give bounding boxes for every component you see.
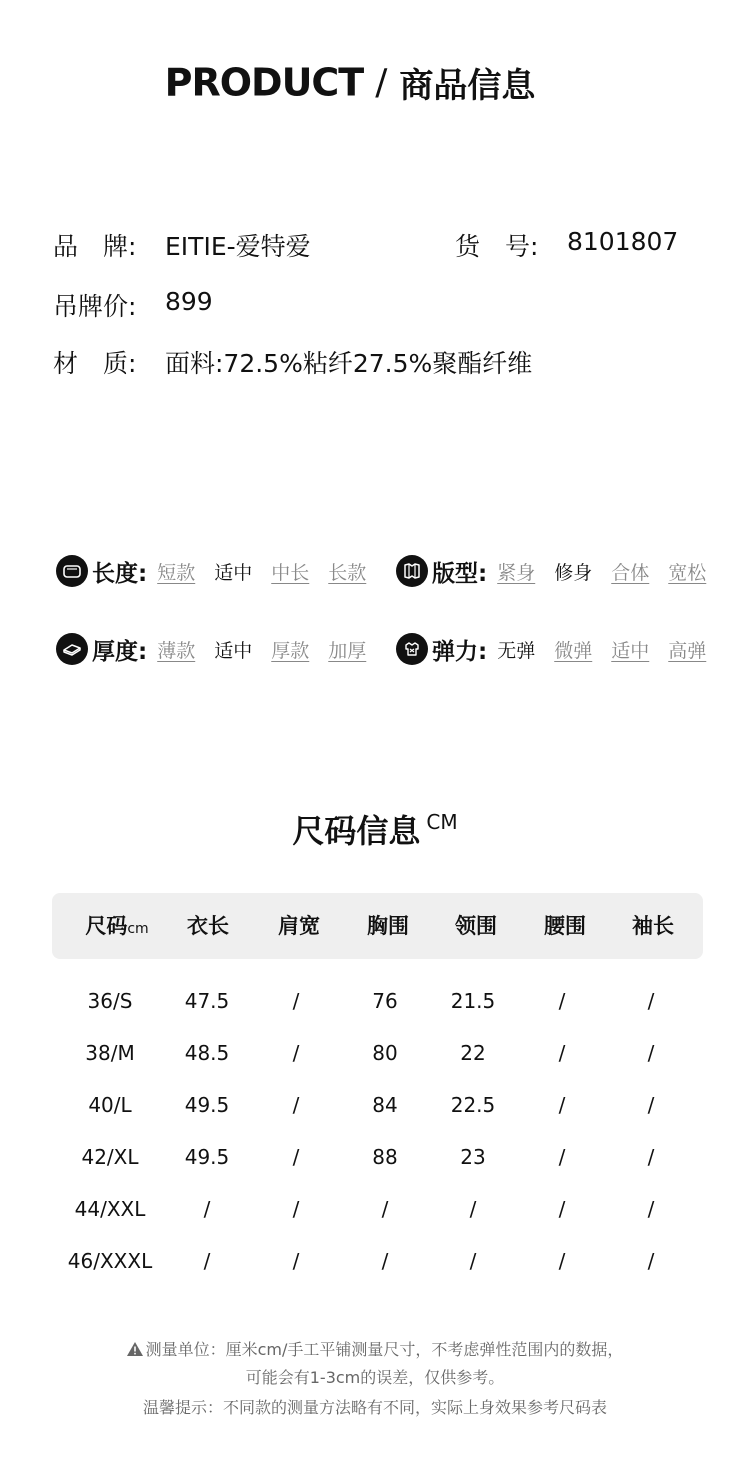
attribute-name: 弹力: [432,638,488,665]
option-0: 薄款 [157,639,196,662]
option-1: 适中 [214,639,253,662]
warning-icon [127,1342,143,1356]
option-0: 无弹 [497,639,536,662]
table-row [0,1189,750,1229]
table-cell: / [558,1041,566,1065]
material-row [53,344,653,380]
price-label: 吊牌价: [53,292,137,321]
attribute-length [56,554,385,588]
table-cell: / [558,1249,566,1273]
table-cell: / [647,1197,655,1221]
table-cell: / [292,1145,300,1169]
table-row [0,1137,750,1177]
header-chest: 胸围 [367,914,409,938]
note-line-2: 可能会有1-3cm的误差，仅供参考。 [245,1368,505,1387]
table-cell: / [381,1197,389,1221]
header-waist: 腰围 [544,914,586,938]
table-cell: 22.5 [450,1093,496,1117]
size-title-unit: CM [426,810,458,834]
table-cell: / [203,1197,211,1221]
table-row [0,1033,750,1073]
table-cell: / [292,1197,300,1221]
material-value: 面料:72.5%粘纤27.5%聚酯纤维 [165,349,533,378]
fit-icon [396,555,428,587]
title-en: PRODUCT [164,60,364,105]
table-cell: / [647,1041,655,1065]
header-size: 尺码cm [85,914,149,938]
table-cell: 38/M [85,1041,135,1065]
option-3: 长款 [328,561,367,584]
option-0: 短款 [157,561,196,584]
table-cell: / [647,1249,655,1273]
table-row [0,1085,750,1125]
table-cell: / [469,1249,477,1273]
option-3: 加厚 [328,639,367,662]
thickness-icon [56,633,88,665]
brand-row [53,227,433,263]
table-cell: 21.5 [450,989,496,1013]
attribute-name: 长度: [92,560,148,587]
elasticity-icon [396,633,428,665]
header-collar: 领围 [455,914,497,938]
table-row [0,1241,750,1281]
table-cell: 48.5 [184,1041,230,1065]
table-cell: 36/S [87,989,133,1013]
table-cell: / [292,1093,300,1117]
option-1: 修身 [554,561,593,584]
table-cell: 46/XXXL [67,1249,153,1273]
note-line-3: 温馨提示：不同款的测量方法略有不同，实际上身效果参考尺码表 [142,1398,607,1417]
table-row [0,981,750,1021]
size-table-header [52,893,703,959]
brand-value: EITIE-爱特爱 [165,232,311,261]
table-cell: / [292,1249,300,1273]
title-separator: / [375,62,388,103]
header-shoulder: 肩宽 [278,914,320,938]
table-cell: 49.5 [184,1093,230,1117]
table-cell: / [558,1145,566,1169]
option-2: 厚款 [271,639,310,662]
option-1: 微弹 [554,639,593,662]
table-cell: / [292,989,300,1013]
table-cell: / [558,1197,566,1221]
table-cell: 49.5 [184,1145,230,1169]
header-sleeve: 袖长 [632,914,674,938]
attribute-fit [396,554,725,588]
option-0: 紧身 [497,561,536,584]
table-cell: / [558,989,566,1013]
length-icon [56,555,88,587]
note-text-1: 测量单位：厘米cm/手工平铺测量尺寸，不考虑弹性范围内的数据， [145,1340,624,1359]
table-cell: / [647,1145,655,1169]
option-3: 高弹 [668,639,707,662]
table-cell: 80 [372,1041,398,1065]
table-cell: 42/XL [81,1145,139,1169]
size-section-title [0,806,750,852]
table-cell: / [381,1249,389,1273]
table-cell: 22 [460,1041,486,1065]
table-cell: / [292,1041,300,1065]
option-2: 合体 [611,561,650,584]
option-2: 中长 [271,561,310,584]
table-cell: 84 [372,1093,398,1117]
attribute-name: 厚度: [92,638,148,665]
item-no-label: 货 号: [455,232,539,261]
table-cell: 88 [372,1145,398,1169]
table-cell: 40/L [88,1093,132,1117]
item-no-row [455,227,715,263]
header-unit: cm [127,921,149,937]
size-title-text: 尺码信息 [292,812,421,850]
attribute-thickness [56,632,385,666]
price-row [53,287,353,323]
note-line-1 [0,1337,750,1360]
page-title [0,58,700,107]
price-value: 899 [165,287,213,316]
attribute-name: 版型: [432,560,488,587]
table-cell: 47.5 [184,989,230,1013]
material-label: 材 质: [53,349,137,378]
title-zh: 商品信息 [399,66,536,106]
option-2: 适中 [611,639,650,662]
table-cell: 44/XXL [74,1197,146,1221]
table-cell: 76 [372,989,398,1013]
table-cell: / [558,1093,566,1117]
table-cell: / [647,1093,655,1117]
table-cell: / [647,989,655,1013]
attribute-elasticity [396,632,725,666]
option-3: 宽松 [668,561,707,584]
table-cell: / [469,1197,477,1221]
item-no-value: 8101807 [567,227,679,256]
table-cell: 23 [460,1145,486,1169]
brand-label: 品 牌: [53,232,137,261]
header-length: 衣长 [187,914,229,938]
option-1: 适中 [214,561,253,584]
table-cell: / [203,1249,211,1273]
